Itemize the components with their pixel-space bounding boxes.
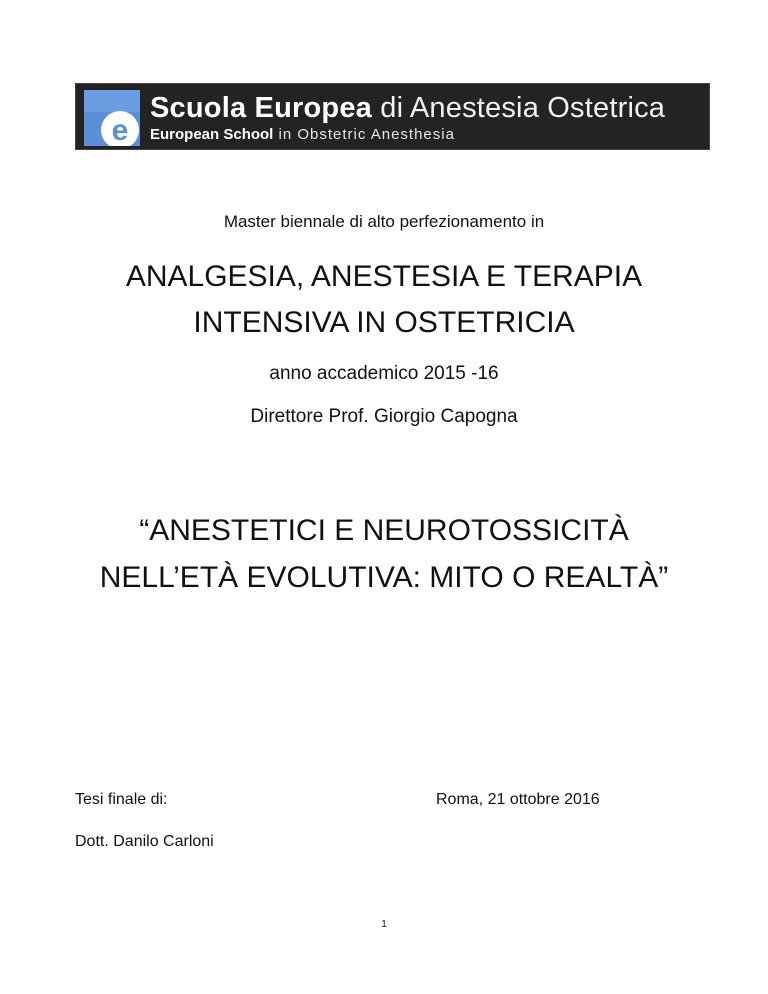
course-title-line2: INTENSIVA IN OSTETRICIA xyxy=(193,306,575,339)
thesis-title xyxy=(0,507,768,601)
place-date: Roma, 21 ottobre 2016 xyxy=(436,791,600,808)
thesis-title-line1: “ANESTETICI E NEUROTOSSICITÀ xyxy=(139,514,629,547)
tesi-label: Tesi finale di: xyxy=(75,791,168,808)
page-number: 1 xyxy=(381,919,387,930)
banner-title-bold: Scuola Europea xyxy=(150,92,372,124)
banner-subtitle-thin: in Obstetric Anesthesia xyxy=(273,126,455,143)
course-title-line1: ANALGESIA, ANESTESIA E TERAPIA xyxy=(125,260,643,293)
banner-subtitle-bold: European School xyxy=(150,126,274,143)
banner-subtitle xyxy=(150,126,455,144)
school-e-logo-icon xyxy=(84,90,140,146)
academic-year: anno accademico 2015 -16 xyxy=(269,363,499,384)
course-title xyxy=(0,254,768,346)
banner-title-thin: di Anestesia Ostetrica xyxy=(371,92,666,124)
banner-title xyxy=(150,92,665,124)
author-name: Dott. Danilo Carloni xyxy=(75,833,214,850)
master-description: Master biennale di alto perfezionamento in xyxy=(223,212,545,231)
director: Direttore Prof. Giorgio Capogna xyxy=(250,406,518,427)
school-banner xyxy=(75,83,710,150)
svg-text:e: e xyxy=(111,114,129,146)
thesis-title-line2: NELL’ETÀ EVOLUTIVA: MITO O REALTÀ” xyxy=(99,561,669,594)
